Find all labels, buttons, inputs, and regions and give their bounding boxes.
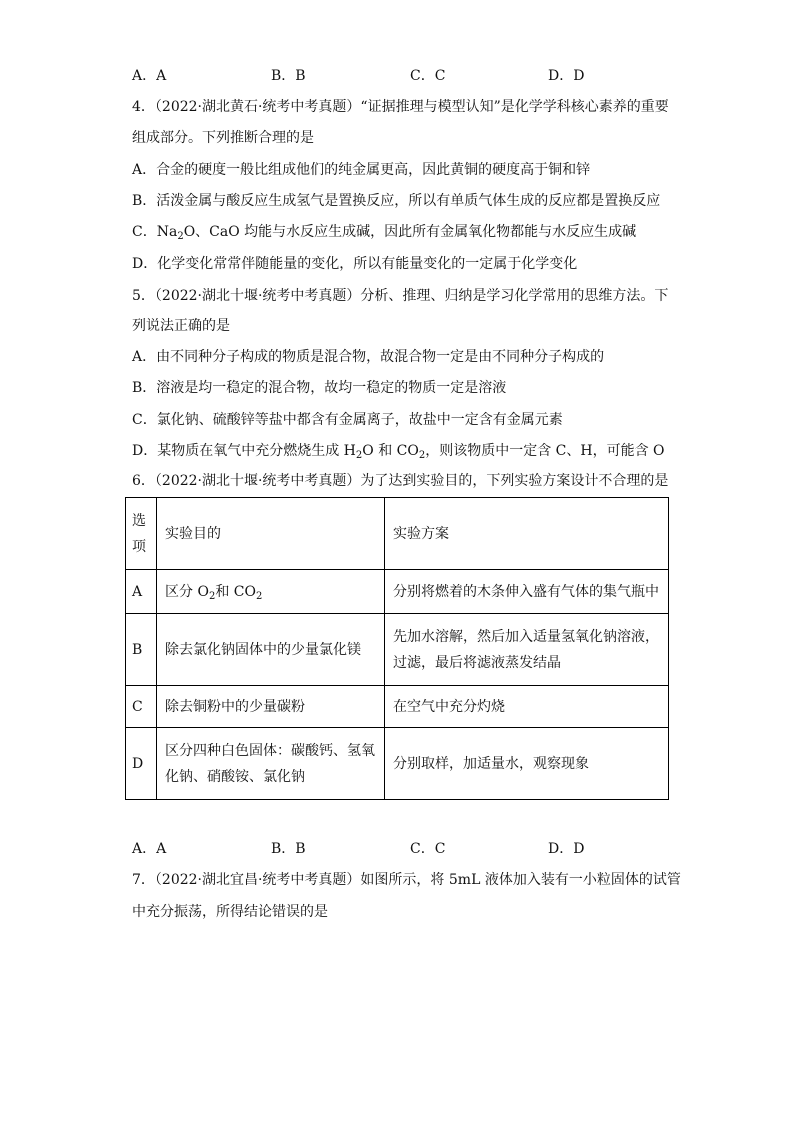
q6-option-a[interactable]: A．A	[132, 841, 167, 857]
q4-stem-line1: 4．（2022·湖北黄石·统考中考真题）“证据推理与模型认知”是化学学科核心素养的重要	[132, 99, 669, 115]
table-row	[126, 686, 669, 728]
q6-stem-line1: 6．（2022·湖北十堰·统考中考真题）为了达到实验目的，下列实验方案设计不合理的是	[132, 473, 669, 489]
subscript: 2	[255, 590, 263, 602]
q4-option-a[interactable]: A．合金的硬度一般比组成他们的纯金属更高，因此黄铜的硬度高于铜和锌	[132, 162, 591, 178]
q5-option-c[interactable]: C．氯化钠、硫酸锌等盐中都含有金属离子，故盐中一定含有金属元素	[132, 412, 563, 428]
row-b-plan-line2: 过滤，最后将滤液蒸发结晶	[393, 654, 561, 671]
q3-option-d[interactable]: D．D	[548, 68, 585, 84]
subscript: 2	[418, 450, 426, 461]
q4-option-c-pre: C．Na	[132, 224, 178, 240]
row-a-goal-pre: 区分 O	[165, 583, 209, 600]
header-option	[126, 498, 157, 570]
header-plan: 实验方案	[385, 498, 669, 570]
q3-options-row	[132, 66, 692, 86]
row-d-plan: 分别取样，加适量水，观察现象	[385, 728, 669, 800]
q6-option-c[interactable]: C．C	[410, 841, 446, 857]
row-b-plan	[385, 614, 669, 686]
row-b-plan-line1: 先加水溶解，然后加入适量氢氧化钠溶液，	[393, 628, 659, 645]
table-row	[126, 614, 669, 686]
q5-option-a[interactable]: A．由不同种分子构成的物质是混合物，故混合物一定是由不同种分子构成的	[132, 349, 605, 365]
q5-option-b[interactable]: B．溶液是均一稳定的混合物，故均一稳定的物质一定是溶液	[132, 380, 507, 396]
row-b-option: B	[126, 614, 157, 686]
table-row	[126, 728, 669, 800]
q5-stem-line1: 5．（2022·湖北十堰·统考中考真题）分析、推理、归纳是学习化学常用的思维方法。下	[132, 288, 669, 304]
q7-stem-line1: 7．（2022·湖北宜昌·统考中考真题）如图所示，将 5mL 液体加入装有一小粒固体的试管	[132, 872, 681, 888]
row-a-goal-mid: 和 CO	[215, 583, 256, 600]
q6-option-d[interactable]: D．D	[548, 841, 585, 857]
row-c-goal: 除去铜粉中的少量碳粉	[157, 686, 385, 728]
table-row	[126, 570, 669, 614]
header-goal: 实验目的	[157, 498, 385, 570]
q5-stem-line2: 列说法正确的是	[132, 318, 230, 334]
q3-option-c[interactable]: C．C	[410, 68, 446, 84]
row-a-goal	[157, 570, 385, 614]
q6-options-row	[132, 839, 692, 859]
row-a-plan: 分别将燃着的木条伸入盛有气体的集气瓶中	[385, 570, 669, 614]
q4-stem-line2: 组成部分。下列推断合理的是	[132, 130, 314, 146]
q3-option-a[interactable]: A．A	[132, 68, 167, 84]
q5-option-d-pre: D．某物质在氧气中充分燃烧生成 H	[132, 443, 356, 459]
q6-option-b[interactable]: B．B	[271, 841, 306, 857]
row-c-plan: 在空气中充分灼烧	[385, 686, 669, 728]
q4-option-b[interactable]: B．活泼金属与酸反应生成氢气是置换反应，所以有单质气体生成的反应都是置换反应	[132, 193, 661, 209]
subscript: 2	[355, 450, 363, 461]
subscript: 2	[208, 590, 216, 602]
q5-option-d[interactable]	[132, 441, 665, 461]
subscript: 2	[177, 231, 184, 242]
header-option-line1: 选	[132, 512, 146, 529]
header-option-line2: 项	[132, 538, 146, 555]
row-d-goal	[157, 728, 385, 800]
experiment-table	[125, 497, 669, 800]
row-d-goal-line1: 区分四种白色固体：碳酸钙、氢氧	[165, 742, 375, 759]
q4-option-d[interactable]: D．化学变化常常伴随能量的变化，所以有能量变化的一定属于化学变化	[132, 256, 578, 272]
table-header-row	[126, 498, 669, 570]
row-d-option: D	[126, 728, 157, 800]
q3-option-b[interactable]: B．B	[271, 68, 306, 84]
row-c-option: C	[126, 686, 157, 728]
row-d-goal-line2: 化钠、硝酸铵、氯化钠	[165, 768, 305, 785]
row-a-option: A	[126, 570, 157, 614]
row-b-goal: 除去氯化钠固体中的少量氯化镁	[157, 614, 385, 686]
q4-option-c[interactable]	[132, 222, 636, 242]
q7-stem-line2: 中充分振荡，所得结论错误的是	[132, 904, 328, 920]
q5-option-d-mid: O 和 CO	[362, 443, 419, 459]
q4-option-c-post: O、CaO 均能与水反应生成碱，因此所有金属氧化物都能与水反应生成碱	[183, 224, 637, 240]
q5-option-d-post: ，则该物质中一定含 C、H，可能含 O	[425, 443, 665, 459]
